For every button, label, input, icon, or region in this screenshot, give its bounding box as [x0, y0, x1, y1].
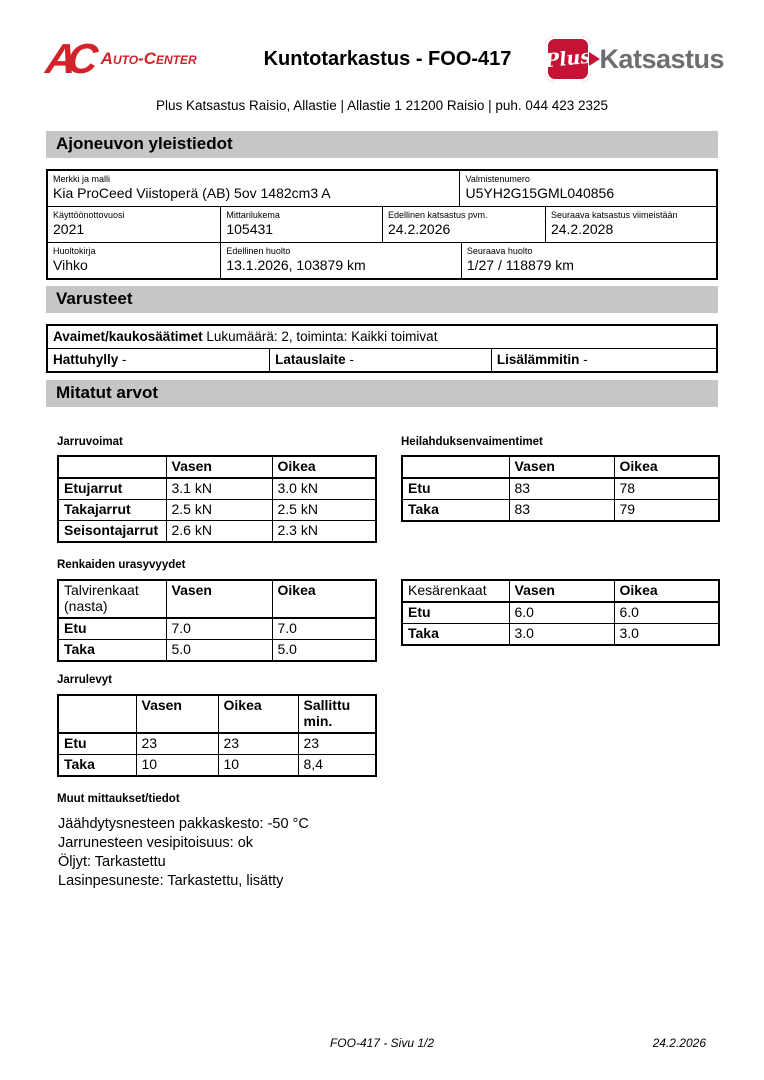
row-label: Takajarrut	[58, 500, 166, 521]
row-label: Seisontajarrut	[58, 521, 166, 543]
section-title-equipment: Varusteet	[46, 286, 718, 313]
row-label: Taka	[402, 500, 509, 522]
table-row	[402, 602, 719, 624]
table-row	[402, 624, 719, 646]
field-value: 13.1.2026, 103879 km	[226, 257, 366, 273]
header-cell: Kesärenkaat	[402, 580, 509, 602]
other-measurements-title: Muut mittaukset/tiedot	[57, 793, 180, 805]
plus-badge-text: Plus	[544, 45, 593, 73]
field-label: Hattuhylly	[53, 352, 119, 367]
field-label: Käyttöönottovuosi	[53, 210, 125, 220]
vehicle-info-table	[46, 169, 718, 280]
shock-absorbers-table	[401, 455, 720, 522]
footer-page-number: FOO-417 - Sivu 1/2	[329, 1036, 435, 1050]
field-value: 24.2.2026	[387, 221, 451, 237]
table-header-row	[58, 456, 376, 478]
field-label: Edellinen katsastus pvm.	[387, 210, 488, 220]
shock-absorbers-title: Heilahduksenvaimentimet	[401, 436, 543, 448]
measurement-line: Jarrunesteen vesipitoisuus: ok	[58, 835, 254, 851]
field-label: Edellinen huolto	[226, 246, 291, 256]
plus-badge-icon	[545, 36, 591, 82]
header-cell: Talvirenkaat (nasta)	[58, 580, 166, 618]
field-label: Seuraava katsastus viimeistään	[550, 210, 678, 220]
value-cell: 7.0	[166, 618, 272, 640]
auto-center-logo-text: Auto-Center	[100, 49, 197, 68]
field-label: Huoltokirja	[53, 246, 96, 256]
header-cell: Oikea	[614, 456, 719, 478]
field-make-model	[48, 171, 459, 206]
field-previous-service	[220, 243, 460, 278]
value-cell: 10	[218, 755, 298, 777]
value-cell: 79	[614, 500, 719, 522]
field-previous-inspection	[382, 207, 545, 242]
header-cell: Vasen	[166, 580, 272, 618]
katsastus-logo-text: Katsastus	[599, 43, 724, 74]
value-cell: 2.5 kN	[272, 500, 376, 521]
field-auxiliary-heater	[491, 349, 716, 371]
field-first-registration-year	[48, 207, 220, 242]
auto-center-logo	[43, 35, 236, 82]
header-cell: Oikea	[272, 580, 376, 618]
table-row	[402, 500, 719, 522]
header-cell: Vasen	[509, 456, 614, 478]
table-row	[402, 478, 719, 500]
field-label: Avaimet/kaukosäätimet	[53, 329, 203, 344]
measurement-line: Jäähdytysnesteen pakkaskesto: -50 °C	[58, 816, 309, 832]
value-cell: 3.0	[614, 624, 719, 646]
table-row	[48, 326, 716, 348]
field-value: Kia ProCeed Viistoperä (AB) 5ov 1482cm3 A	[53, 185, 331, 201]
table-row	[58, 733, 376, 755]
value-cell: 7.0	[272, 618, 376, 640]
field-value: 105431	[226, 221, 274, 237]
plus-badge-tail-icon	[589, 52, 600, 66]
field-parcel-shelf	[48, 349, 269, 371]
header-cell	[58, 695, 136, 733]
field-value: 2021	[53, 221, 85, 237]
brake-discs-title: Jarrulevyt	[57, 674, 112, 686]
winter-tires-table	[57, 579, 377, 662]
auto-center-logo-icon: AC	[43, 35, 92, 82]
table-row	[48, 348, 716, 371]
table-row	[58, 478, 376, 500]
report-header	[0, 36, 764, 82]
field-label: Latauslaite	[275, 352, 346, 367]
header-cell: Oikea	[614, 580, 719, 602]
table-header-row	[402, 456, 719, 478]
field-value: U5YH2G15GML040856	[465, 185, 615, 201]
summer-tires-table	[401, 579, 720, 646]
value-cell: 23	[218, 733, 298, 755]
field-next-service	[461, 243, 716, 278]
header-cell: Vasen	[509, 580, 614, 602]
field-label: Merkki ja malli	[53, 174, 111, 184]
station-contact-line: Plus Katsastus Raisio, Allastie | Allastie 1 21200 Raisio | puh. 044 423 2325	[155, 98, 609, 113]
field-value: Vihko	[53, 257, 88, 273]
table-header-row	[402, 580, 719, 602]
header-cell: Oikea	[218, 695, 298, 733]
plus-katsastus-logo	[539, 36, 724, 82]
value-cell: 2.3 kN	[272, 521, 376, 543]
field-value: -	[122, 352, 127, 367]
equipment-table	[46, 324, 718, 373]
table-row	[58, 640, 376, 662]
value-cell: 3.1 kN	[166, 478, 272, 500]
field-value: -	[349, 352, 354, 367]
value-cell: 83	[509, 478, 614, 500]
row-label: Taka	[58, 755, 136, 777]
measurement-line: Lasinpesuneste: Tarkastettu, lisätty	[58, 873, 284, 889]
footer-date: 24.2.2026	[652, 1036, 706, 1050]
value-cell: 6.0	[509, 602, 614, 624]
field-keys-remotes	[48, 326, 716, 348]
value-cell: 5.0	[166, 640, 272, 662]
row-label: Etu	[402, 478, 509, 500]
row-label: Etu	[58, 618, 166, 640]
header-cell: Vasen	[136, 695, 218, 733]
table-row	[48, 206, 716, 242]
table-row	[48, 242, 716, 278]
measured-row-brakes	[46, 436, 718, 543]
value-cell: 6.0	[614, 602, 719, 624]
field-service-book	[48, 243, 220, 278]
field-next-inspection	[545, 207, 716, 242]
value-cell: 78	[614, 478, 719, 500]
value-cell: 23	[298, 733, 376, 755]
value-cell: 5.0	[272, 640, 376, 662]
table-header-row	[58, 580, 376, 618]
value-cell: 3.0 kN	[272, 478, 376, 500]
row-label: Etu	[402, 602, 509, 624]
field-label: Seuraava huolto	[466, 246, 533, 256]
brake-forces-title: Jarruvoimat	[57, 436, 123, 448]
table-row	[48, 171, 716, 206]
table-row	[58, 755, 376, 777]
header-cell	[58, 456, 166, 478]
table-row	[58, 500, 376, 521]
header-cell: Oikea	[272, 456, 376, 478]
table-header-row	[58, 695, 376, 733]
value-cell: 3.0	[509, 624, 614, 646]
field-value: Lukumäärä: 2, toiminta: Kaikki toimivat	[206, 329, 438, 344]
value-cell: 10	[136, 755, 218, 777]
field-label: Valmistenumero	[465, 174, 530, 184]
value-cell: 83	[509, 500, 614, 522]
field-label: Lisälämmitin	[496, 352, 580, 367]
field-label: Mittarilukema	[226, 210, 280, 220]
row-label: Etujarrut	[58, 478, 166, 500]
header-cell: Sallittu min.	[298, 695, 376, 733]
measurement-line: Öljyt: Tarkastettu	[58, 854, 166, 870]
row-label: Taka	[58, 640, 166, 662]
value-cell: 2.6 kN	[166, 521, 272, 543]
brake-forces-table	[57, 455, 377, 543]
value-cell: 2.5 kN	[166, 500, 272, 521]
field-odometer	[220, 207, 382, 242]
tire-tread-title: Renkaiden urasyvyydet	[57, 559, 186, 571]
page-title: Kuntotarkastus - FOO-417	[263, 47, 512, 70]
section-title-general: Ajoneuvon yleistiedot	[46, 131, 718, 158]
field-vin	[459, 171, 716, 206]
field-charger	[269, 349, 491, 371]
table-row	[58, 618, 376, 640]
field-value: 24.2.2028	[550, 221, 614, 237]
value-cell: 23	[136, 733, 218, 755]
value-cell: 8,4	[298, 755, 376, 777]
measured-row-tires	[46, 579, 718, 662]
section-title-measured: Mitatut arvot	[46, 380, 718, 407]
row-label: Etu	[58, 733, 136, 755]
header-cell: Vasen	[166, 456, 272, 478]
page-footer	[0, 1036, 764, 1050]
brake-discs-table	[57, 694, 377, 777]
field-value: 1/27 / 118879 km	[466, 257, 574, 273]
header-cell	[402, 456, 509, 478]
row-label: Taka	[402, 624, 509, 646]
table-row	[58, 521, 376, 543]
other-measurements-text	[58, 815, 718, 891]
field-value: -	[583, 352, 588, 367]
